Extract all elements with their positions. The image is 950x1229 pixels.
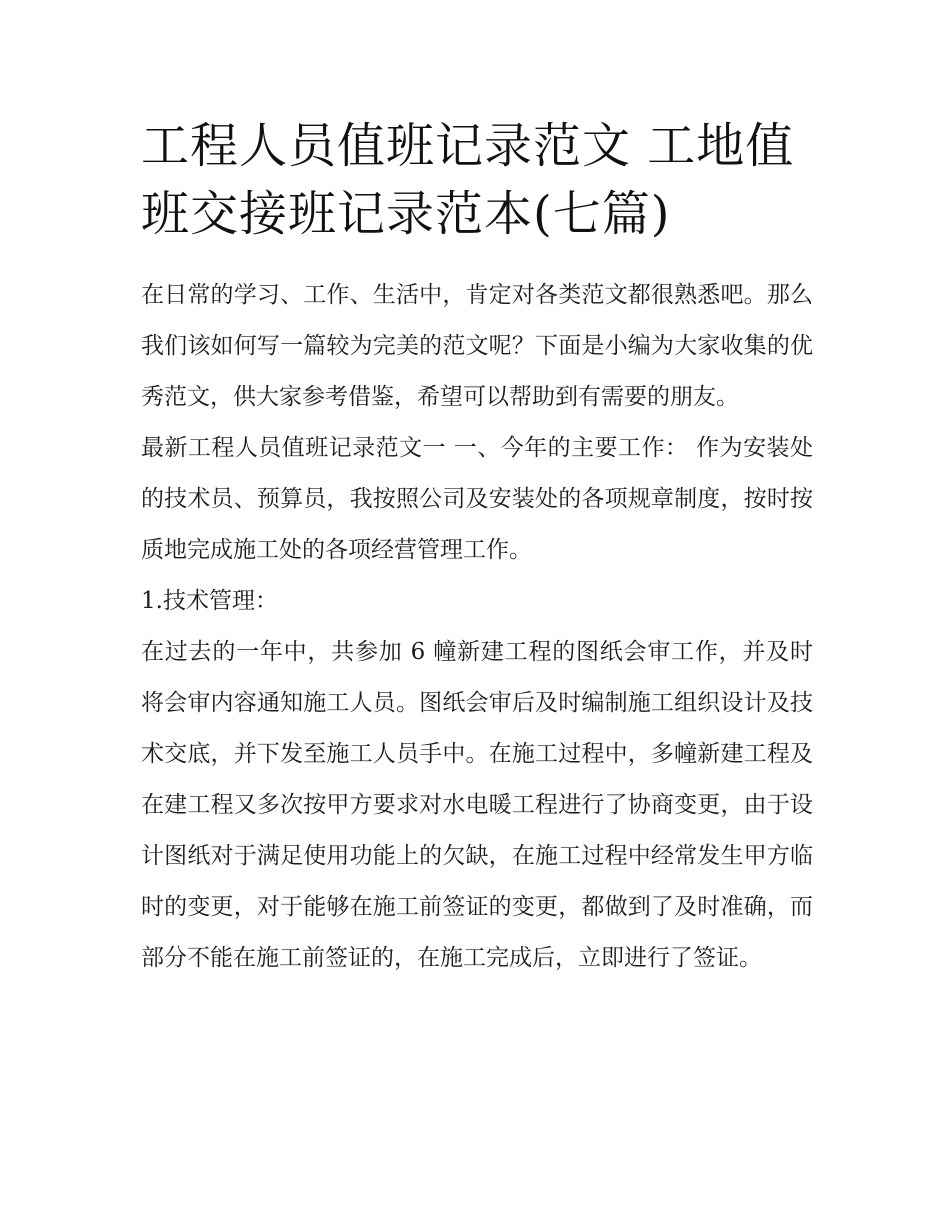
technical-management-heading: 1.技术管理： xyxy=(141,588,278,614)
technical-management-paragraph: 在过去的一年中，共参加 6 幢新建工程的图纸会审工作，并及时将会审内容通知施工人员。图纸会审后及时编制施工组织设计及技术交底，并下发至施工人员手中。在施工过程中，多幢新建工程及在建工程又多次按甲方要求对水电暖工程进行了协商变更，由于设计图纸对于满足使用功能上的欠缺，在施工过程中经常发生甲方临时的变更，对于能够在施工前签证的变更，都做到了及时准确，而部分不能在施工前签证的，在施工完成后，立即进行了签证。 xyxy=(141,639,813,971)
document-body xyxy=(141,112,813,984)
intro-paragraph: 在日常的学习、工作、生活中，肯定对各类范文都很熟悉吧。那么我们该如何写一篇较为完美的范文呢？下面是小编为大家收集的优秀范文，供大家参考借鉴，希望可以帮助到有需要的朋友。 xyxy=(141,282,813,410)
section-one-paragraph: 最新工程人员值班记录范文一 一、今年的主要工作： 作为安装处的技术员、预算员，我按照公司及安装处的各项规章制度，按时按质地完成施工处的各项经营管理工作。 xyxy=(141,435,813,563)
document-title: 工程人员值班记录范文 工地值班交接班记录范本(七篇) xyxy=(141,118,795,242)
